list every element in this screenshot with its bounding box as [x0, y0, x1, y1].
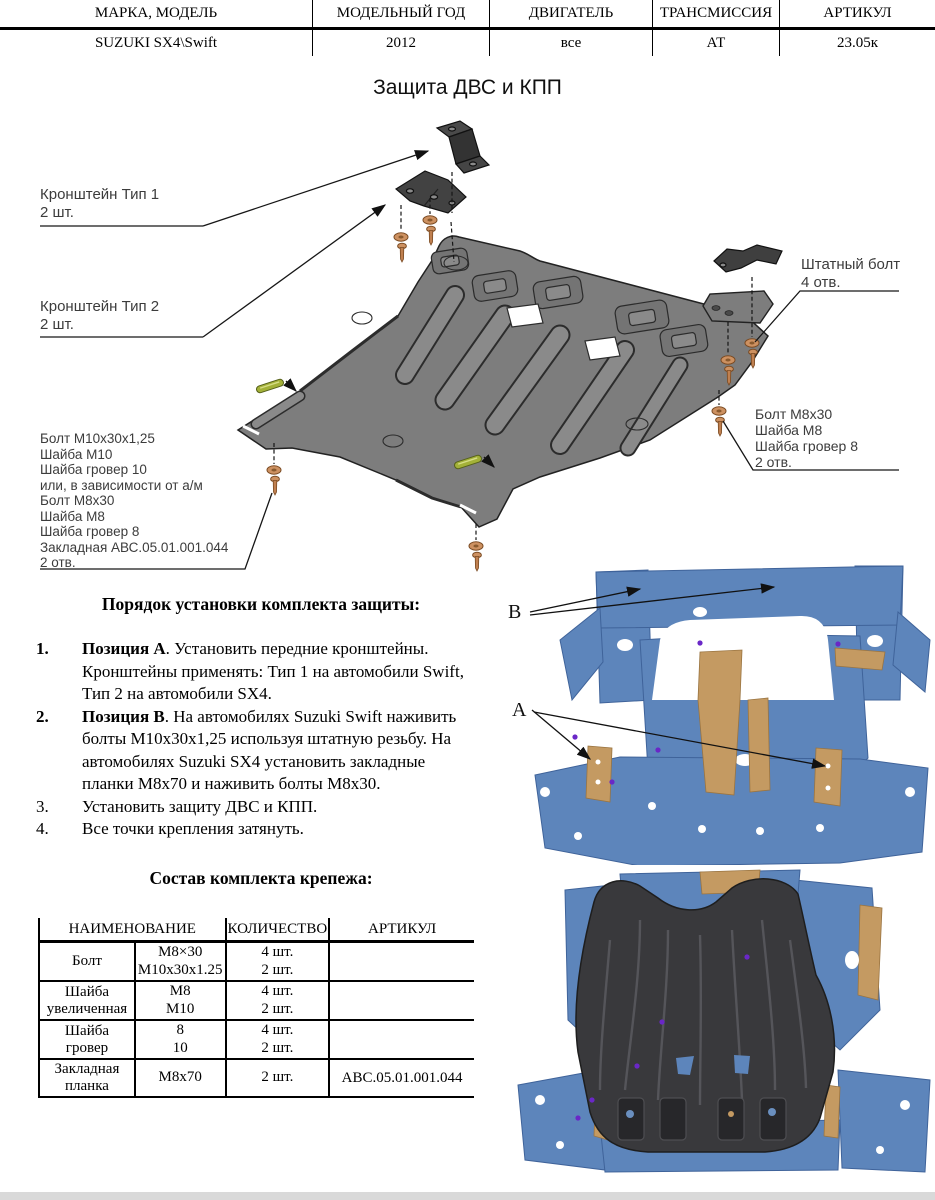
kit-col-art: АРТИКУЛ	[329, 918, 474, 942]
callout-line: или, в зависимости от а/м	[40, 477, 203, 493]
spec-col-header: МАРКА, МОДЕЛЬ	[0, 0, 313, 30]
callout-line: 4 отв.	[801, 274, 841, 291]
page-edge-strip	[0, 1192, 935, 1200]
item-text	[82, 638, 478, 706]
kit-size: М8х70	[135, 1059, 226, 1097]
position-b-label: B	[508, 601, 522, 623]
callout-line: Кронштейн Тип 2	[40, 298, 160, 315]
kit-col-qty: КОЛИЧЕСТВО	[226, 918, 330, 942]
instruction-item	[30, 818, 492, 841]
kit-table	[38, 918, 474, 1098]
callout-line: Штатный болт	[801, 256, 901, 273]
spec-value-engine: все	[490, 30, 653, 56]
callout-line: 2 отв.	[40, 555, 76, 570]
spec-col-header: МОДЕЛЬНЫЙ ГОД	[313, 0, 490, 30]
kit-art	[329, 981, 474, 1020]
callout-line: Шайба гровер 8	[755, 438, 859, 454]
instruction-item	[30, 796, 492, 819]
callout-line: Шайба М8	[755, 422, 823, 438]
kit-qty: 2 шт.	[226, 1059, 330, 1097]
bracket-type1	[437, 121, 489, 173]
kit-name: Болт	[39, 942, 135, 982]
callout-line: Шайба гровер 10	[40, 462, 147, 477]
page-title: Защита ДВС и КПП	[373, 76, 562, 99]
item-number: 4.	[36, 819, 49, 838]
kit-row	[39, 1059, 474, 1097]
instructions-heading: Порядок установки комплекта защиты:	[101, 594, 421, 614]
spec-col-header: ТРАНСМИССИЯ	[653, 0, 780, 30]
spec-value-sku: 23.05к	[836, 34, 879, 51]
kit-size: 8 10	[135, 1020, 226, 1059]
kit-row	[39, 942, 474, 982]
item-number: 2.	[36, 706, 49, 726]
kit-name: Закладная планка	[39, 1059, 135, 1097]
item-text	[82, 818, 478, 841]
item-number: 3.	[36, 796, 49, 816]
spec-table	[0, 0, 935, 56]
callout-line: Закладная АВС.05.01.001.044	[40, 539, 229, 555]
item-body: . Установить передние кронштейны. Кронштейны применять: Тип 1 на автомобили Swift, Тип 2 на автомобили SX4.	[82, 639, 464, 703]
callout-line: Шайба гровер 8	[40, 524, 140, 539]
callout-line: Болт М8х30	[755, 406, 833, 422]
kit-table-header-row	[39, 918, 474, 942]
callout-line: Болт М10х30х1,25	[40, 431, 155, 446]
kit-heading: Состав комплекта крепежа:	[149, 868, 373, 888]
item-body: Установить защиту ДВС и КПП.	[82, 796, 318, 816]
kit-art	[329, 942, 474, 982]
kit-qty: 4 шт. 2 шт.	[226, 1020, 330, 1059]
callout-line: 2 отв.	[755, 454, 792, 470]
kit-col-name: НАИМЕНОВАНИЕ	[39, 918, 226, 942]
callout-bolt-right	[755, 406, 858, 470]
kit-qty: 4 шт. 2 шт.	[226, 942, 330, 982]
installation-instructions	[30, 594, 492, 841]
bracket-type2	[396, 171, 466, 213]
bracket-stock	[714, 245, 782, 272]
item-body: . На автомобилях Suzuki Swift наживить болты М10х30х1,25 используя штатную резьбу. На автомобилях Suzuki SX4 установить закладные планки М8х70 и наживить болты М8х30.	[82, 706, 457, 793]
spec-value-model: SUZUKI SX4\Swift	[0, 30, 313, 56]
item-lead: Позиция В	[82, 706, 165, 726]
callout-line: Болт М8х30	[40, 493, 115, 508]
installed-plate	[576, 879, 835, 1152]
plate-bolt	[768, 1108, 776, 1116]
kit-qty: 4 шт. 2 шт.	[226, 981, 330, 1020]
plate-bolt	[626, 1110, 634, 1118]
callout-line: Кронштейн Тип 1	[40, 186, 160, 203]
kit-art: АВС.05.01.001.044	[329, 1059, 474, 1097]
callout-bolt-left	[40, 431, 228, 571]
spec-col-header: АРТИКУЛ	[780, 0, 935, 30]
kit-name: Шайба гровер	[39, 1020, 135, 1059]
callout-line: Шайба М8	[40, 508, 105, 524]
kit-row	[39, 1020, 474, 1059]
item-text	[82, 796, 478, 819]
spec-value-year: 2012	[313, 30, 490, 56]
item-number: 1.	[36, 639, 49, 658]
kit-name: Шайба увеличенная	[39, 981, 135, 1020]
underbody-photo	[495, 560, 935, 865]
item-lead: Позиция А	[82, 639, 166, 658]
position-a-label: A	[512, 699, 527, 721]
instructions-list	[30, 638, 492, 841]
kit-row	[39, 981, 474, 1020]
instruction-item	[30, 638, 492, 706]
callout-bracket-type1	[40, 186, 159, 222]
item-body: Все точки крепления затянуть.	[82, 819, 304, 838]
spec-value-transmission: АТ	[653, 30, 780, 56]
kit-size: М8×30 М10х30х1.25	[135, 942, 226, 982]
kit-size: М8 М10	[135, 981, 226, 1020]
callout-line: Шайба М10	[40, 446, 113, 462]
plate-bolt	[728, 1111, 734, 1117]
spec-col-header: ДВИГАТЕЛЬ	[490, 0, 653, 30]
skid-plate	[238, 236, 773, 527]
callout-stock-bolt	[801, 256, 900, 292]
item-text	[82, 706, 478, 796]
instruction-item	[30, 706, 492, 796]
callout-bracket-type2	[40, 298, 159, 334]
callout-line: 2 шт.	[40, 204, 74, 221]
installed-plate-photo	[495, 868, 935, 1198]
callout-line: 2 шт.	[40, 316, 74, 333]
kit-art	[329, 1020, 474, 1059]
